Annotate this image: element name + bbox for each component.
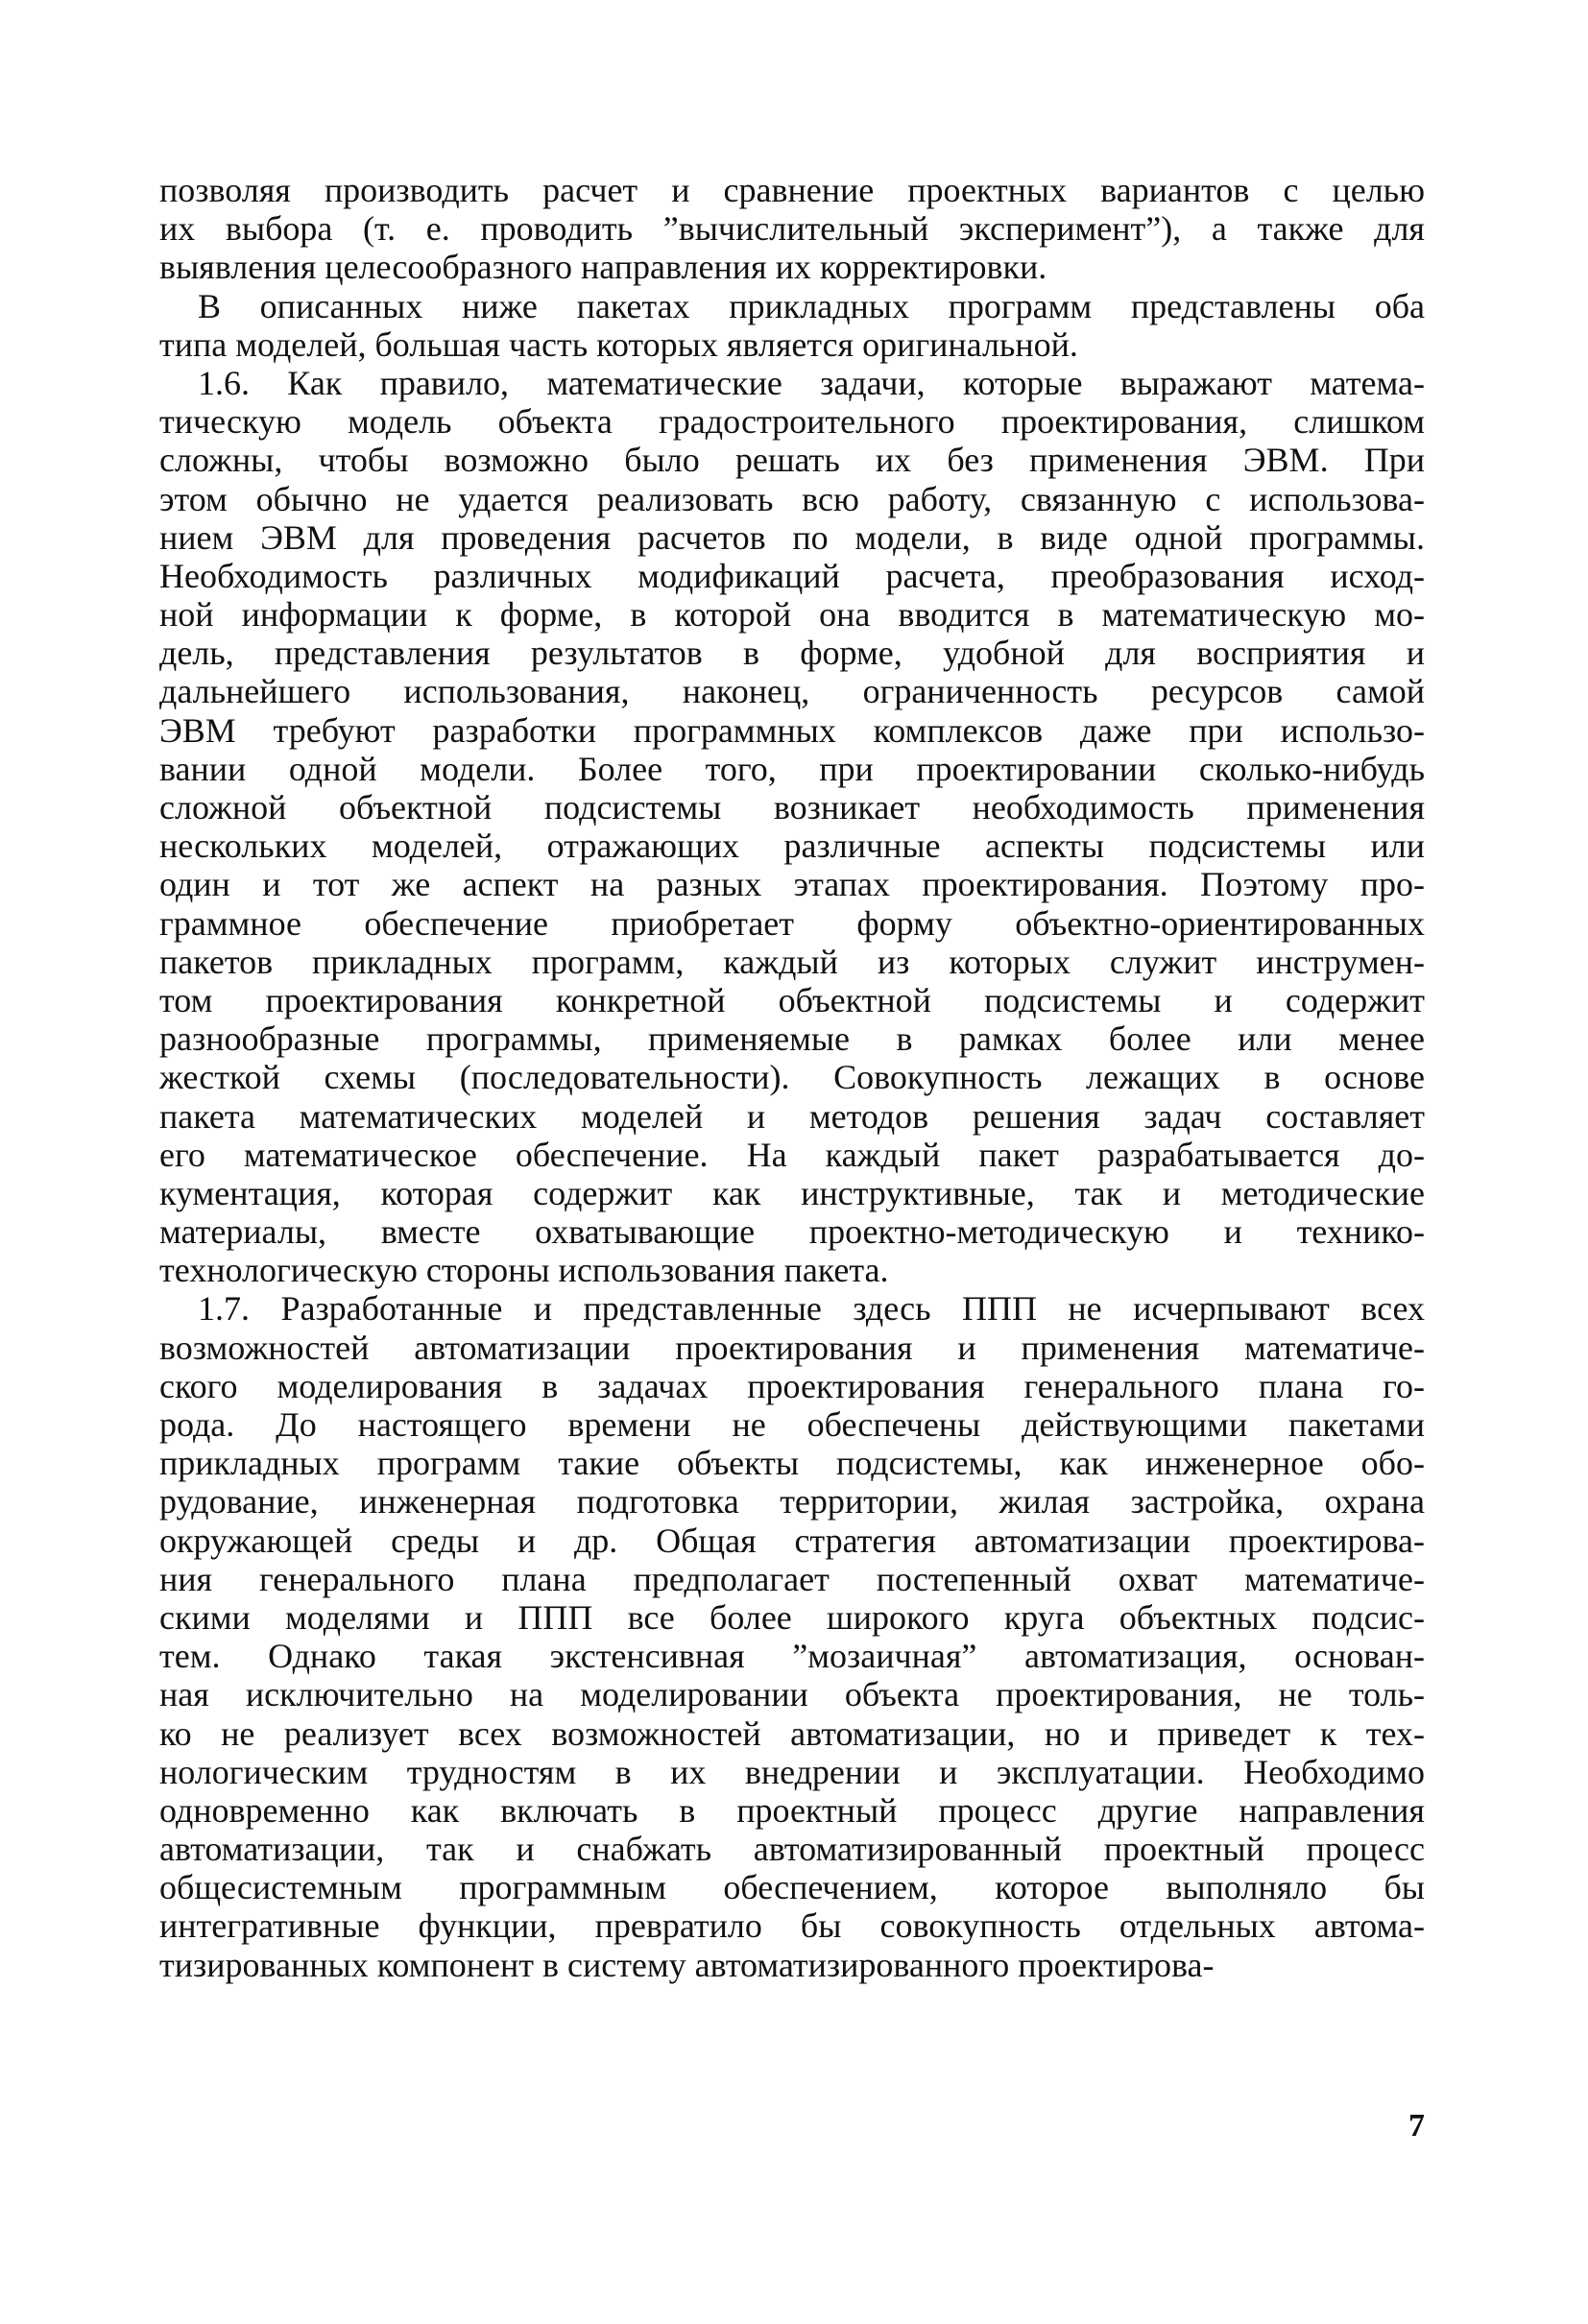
text-line: ко не реализует всех возможностей автоматизации, но и приведет к тех- [159, 1713, 1425, 1753]
text-line: том проектирования конкретной объектной подсистемы и содержит [159, 980, 1425, 1019]
paragraph [159, 287, 1425, 364]
text-line: ной информации к форме, в которой она вводится в математическую мо- [159, 595, 1425, 635]
text-line: рода. До настоящего времени не обеспечены действующими пакетами [159, 1405, 1425, 1444]
text-line: один и тот же аспект на разных этапах проектирования. Поэтому про- [159, 865, 1425, 904]
text-line: выявления целесообразного направления их корректировки. [159, 248, 1047, 287]
paragraph [159, 364, 1425, 1290]
text-line: одновременно как включать в проектный процесс другие направления [159, 1790, 1425, 1830]
text-line: этом обычно не удается реализовать всю работу, связанную с использова- [159, 479, 1425, 518]
text-line: интегративные функции, превратило бы совокупность отдельных автома- [159, 1906, 1425, 1946]
text-line: автоматизации, так и снабжать автоматизированный проектный процесс [159, 1830, 1425, 1869]
paragraph [159, 171, 1425, 287]
text-line: нологическим трудностям в их внедрении и эксплуатации. Необходимо [159, 1752, 1425, 1791]
text-line: сложны, чтобы возможно было решать их без применения ЭВМ. При [159, 441, 1425, 480]
text-line: жесткой схемы (последовательности). Совокупность лежащих в основе [159, 1058, 1425, 1097]
body-text [159, 171, 1425, 1984]
text-line: общесистемным программным обеспечением, которое выполняло бы [159, 1868, 1425, 1907]
text-line: разнообразные программы, применяемые в рамках более или менее [159, 1019, 1425, 1059]
text-line: типа моделей, большая часть которых является оригинальной. [159, 324, 1078, 364]
text-line: дальнейшего использования, наконец, ограниченность ресурсов самой [159, 672, 1425, 711]
text-line: ЭВМ требуют разработки программных комплексов даже при использо- [159, 710, 1425, 750]
text-line: материалы, вместе охватывающие проектно-методическую и технико- [159, 1212, 1425, 1252]
text-line: окружающей среды и др. Общая стратегия автоматизации проектирова- [159, 1521, 1425, 1560]
text-line: их выбора (т. е. проводить ”вычислительный эксперимент”), а также для [159, 209, 1425, 249]
text-line: Необходимость различных модификаций расчета, преобразования исход- [159, 556, 1425, 595]
text-line: вании одной модели. Более того, при проектировании сколько-нибудь [159, 749, 1425, 788]
text-line: пакета математических моделей и методов решения задач составляет [159, 1096, 1425, 1136]
text-line: 1.7. Разработанные и представленные здесь ППП не исчерпывают всех [198, 1289, 1425, 1329]
text-line: рудование, инженерная подготовка территории, жилая застройка, охрана [159, 1482, 1425, 1521]
text-line: ная исключительно на моделировании объекта проектирования, не толь- [159, 1675, 1425, 1714]
text-line: нием ЭВМ для проведения расчетов по модели, в виде одной программы. [159, 517, 1425, 557]
text-line: технологическую стороны использования пакета. [159, 1251, 889, 1290]
text-line: тем. Однако такая экстенсивная ”мозаичная” автоматизация, основан- [159, 1637, 1425, 1676]
text-line: тизированных компонент в систему автоматизированного проектирова- [159, 1945, 1215, 1984]
page-number: 7 [1408, 2108, 1425, 2144]
text-line: позволяя производить расчет и сравнение проектных вариантов с целью [159, 171, 1425, 209]
text-line: пакетов прикладных программ, каждый из которых служит инструмен- [159, 942, 1425, 981]
text-line: дель, представления результатов в форме, удобной для восприятия и [159, 634, 1425, 673]
text-line: тическую модель объекта градостроительного проектирования, слишком [159, 402, 1425, 442]
text-line: нескольких моделей, отражающих различные аспекты подсистемы или [159, 827, 1425, 866]
text-line: сложной объектной подсистемы возникает необходимость применения [159, 788, 1425, 827]
text-line: 1.6. Как правило, математические задачи, которые выражают матема- [198, 363, 1425, 402]
text-line: возможностей автоматизации проектирования и применения математиче- [159, 1328, 1425, 1367]
text-line: его математическое обеспечение. На каждый пакет разрабатывается до- [159, 1135, 1425, 1174]
text-line: ния генерального плана предполагает постепенный охват математиче- [159, 1559, 1425, 1598]
text-line: ского моделирования в задачах проектирования генерального плана го- [159, 1366, 1425, 1405]
text-line: кументация, которая содержит как инструктивные, так и методические [159, 1173, 1425, 1212]
text-line: граммное обеспечение приобретает форму объектно-ориентированных [159, 903, 1425, 943]
paragraph [159, 1289, 1425, 1983]
text-line: В описанных ниже пакетах прикладных программ представлены оба [198, 286, 1425, 325]
text-line: прикладных программ такие объекты подсистемы, как инженерное обо- [159, 1444, 1425, 1483]
text-line: скими моделями и ППП все более широкого круга объектных подсис- [159, 1597, 1425, 1637]
